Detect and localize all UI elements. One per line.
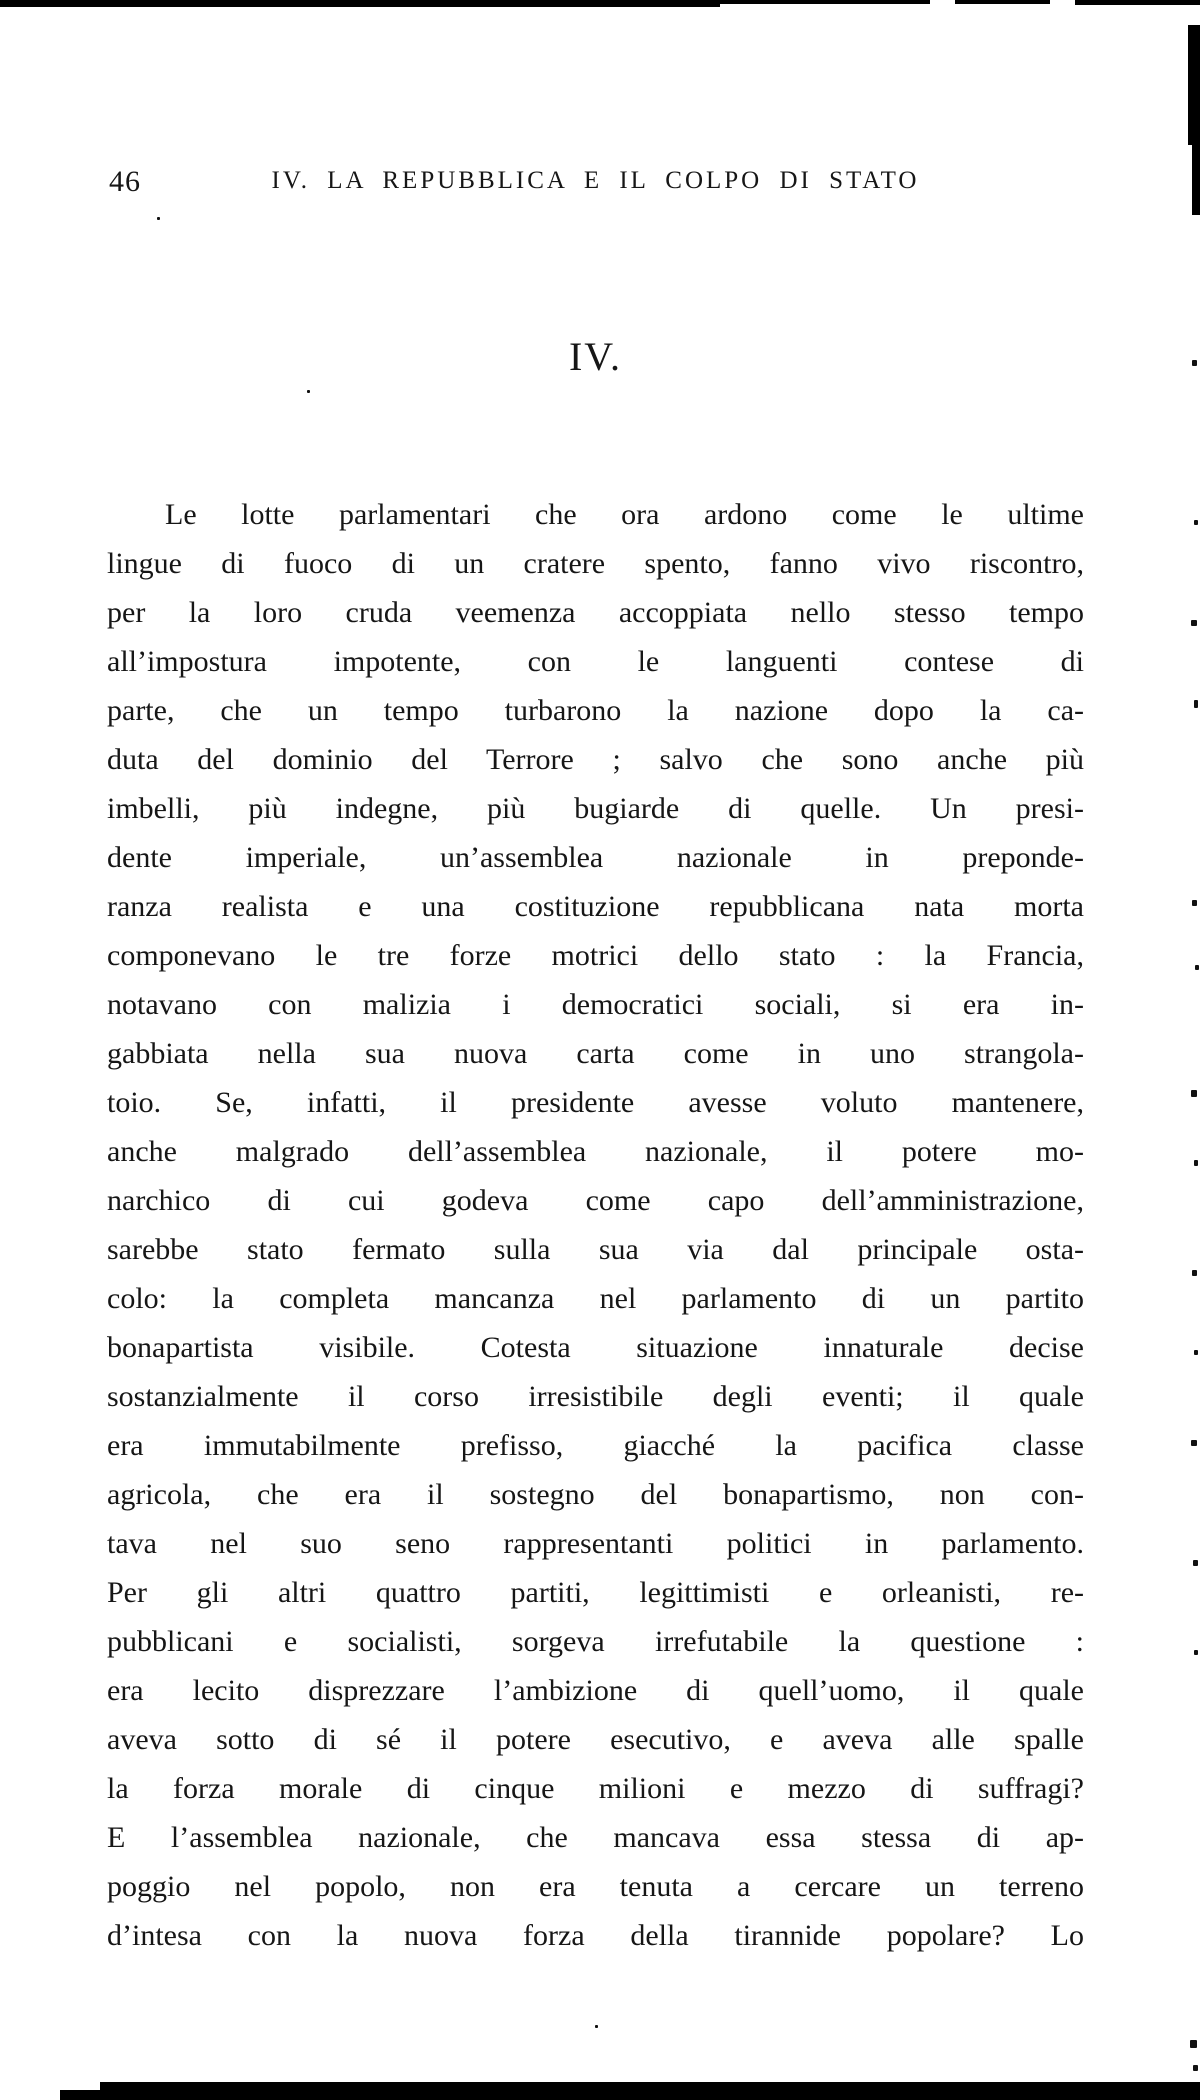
text-line: pubblicani e socialisti, sorgeva irrefutabile la questione : — [107, 1625, 1084, 1658]
scan-bar-bottom — [100, 2082, 1200, 2100]
text-line: poggio nel popolo, non era tenuta a cercare un terreno — [107, 1870, 1084, 1903]
text-line: narchico di cui godeva come capo dell’amministrazione, — [107, 1184, 1084, 1217]
text-line: agricola, che era il sostegno del bonapartismo, non con- — [107, 1478, 1084, 1511]
text-line: aveva sotto di sé il potere esecutivo, e aveva alle spalle — [107, 1723, 1084, 1756]
text-line: componevano le tre forze motrici dello stato : la Francia, — [107, 939, 1084, 972]
running-header-title: IV. LA REPUBBLICA E IL COLPO DI STATO — [271, 167, 920, 194]
text-line: sostanzialmente il corso irresistibile degli eventi; il quale — [107, 1380, 1084, 1413]
ink-speck — [1193, 1560, 1198, 1566]
text-line: dente imperiale, un’assemblea nazionale in preponde- — [107, 841, 1084, 874]
text-line: per la loro cruda veemenza accoppiata nello stesso tempo — [107, 596, 1084, 629]
text-line: Per gli altri quattro partiti, legittimisti e orleanisti, re- — [107, 1576, 1084, 1609]
running-head — [107, 163, 1084, 205]
text-line: E l’assemblea nazionale, che mancava essa stessa di ap- — [107, 1821, 1084, 1854]
ink-speck — [1193, 2065, 1198, 2071]
text-line: sarebbe stato fermato sulla sua via dal principale osta- — [107, 1233, 1084, 1266]
scan-bar-top — [0, 0, 720, 7]
ink-speck — [1190, 2040, 1197, 2048]
ink-speck — [1191, 1440, 1197, 1446]
text-line: tava nel suo seno rappresentanti politici in parlamento. — [107, 1527, 1084, 1560]
text-line: gabbiata nella sua nuova carta come in uno strangola- — [107, 1037, 1084, 1070]
ink-speck — [1192, 360, 1197, 366]
scan-bar-bottom — [60, 2090, 105, 2100]
ink-speck — [307, 390, 310, 393]
text-line: all’impostura impotente, con le languenti contese di — [107, 645, 1084, 678]
chapter-heading: IV. — [568, 334, 623, 379]
text-line: anche malgrado dell’assemblea nazionale, il potere mo- — [107, 1135, 1084, 1168]
ink-speck — [157, 217, 160, 220]
text-line: era lecito disprezzare l’ambizione di quell’uomo, il quale — [107, 1674, 1084, 1707]
text-line: parte, che un tempo turbarono la nazione dopo la ca- — [107, 694, 1084, 727]
ink-speck — [1192, 900, 1197, 906]
text-line: lingue di fuoco di un cratere spento, fanno vivo riscontro, — [107, 547, 1084, 580]
ink-speck — [1194, 1650, 1198, 1655]
ink-speck — [1194, 1350, 1198, 1355]
scan-bar-top — [1075, 0, 1200, 5]
text-line: duta del dominio del Terrore ; salvo che sono anche più — [107, 743, 1084, 776]
ink-speck — [1195, 965, 1199, 970]
ink-speck — [1191, 620, 1197, 626]
page-number: 46 — [109, 165, 141, 198]
ink-speck — [1194, 700, 1198, 708]
text-line: Le lotte parlamentari che ora ardono come le ultime — [165, 498, 1084, 531]
text-line: colo: la completa mancanza nel parlamento di un partito — [107, 1282, 1084, 1315]
text-line: era immutabilmente prefisso, giacché la pacifica classe — [107, 1429, 1084, 1462]
ink-speck — [1194, 520, 1198, 525]
text-line: la forza morale di cinque milioni e mezzo di suffragi? — [107, 1772, 1084, 1805]
text-line: notavano con malizia i democratici sociali, si era in- — [107, 988, 1084, 1021]
ink-speck — [1192, 1270, 1197, 1276]
text-line: d’intesa con la nuova forza della tirannide popolare? Lo — [107, 1919, 1084, 1952]
scan-bar-top — [700, 0, 930, 4]
text-line: imbelli, più indegne, più bugiarde di quelle. Un presi- — [107, 792, 1084, 825]
text-line: ranza realista e una costituzione repubblicana nata morta — [107, 890, 1084, 923]
scan-bar-top — [955, 0, 1050, 4]
ink-speck — [595, 2025, 598, 2028]
ink-speck — [1194, 1160, 1198, 1166]
text-line: bonapartista visibile. Cotesta situazione innaturale decise — [107, 1331, 1084, 1364]
scan-streak-right — [1188, 25, 1200, 145]
ink-speck — [1191, 1090, 1197, 1097]
text-line: toio. Se, infatti, il presidente avesse voluto mantenere, — [107, 1086, 1084, 1119]
body-text — [107, 490, 1084, 1960]
scan-streak-right — [1192, 145, 1200, 215]
